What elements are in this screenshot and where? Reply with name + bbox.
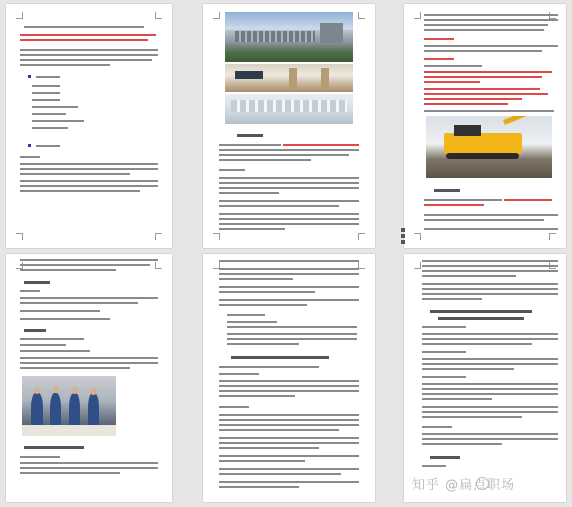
- machine-photo: [426, 116, 552, 178]
- text-line: [219, 228, 285, 230]
- text-line: [219, 200, 359, 202]
- section-heading: [24, 329, 46, 332]
- text-line: [424, 214, 558, 216]
- text-line-red: [424, 81, 480, 83]
- text-line-red: [424, 93, 548, 95]
- text-line: [422, 416, 522, 418]
- text-line: [20, 367, 130, 369]
- text-line: [219, 286, 359, 288]
- section-heading: [430, 456, 460, 459]
- bullet-icon: [28, 144, 31, 147]
- text-line: [20, 173, 130, 175]
- text-line: [422, 443, 502, 445]
- document-page-2: [203, 4, 375, 248]
- text-line: [219, 273, 359, 275]
- text-line: [422, 398, 492, 400]
- text-line-red: [424, 88, 540, 90]
- text-line: [36, 76, 60, 78]
- text-line: [20, 472, 120, 474]
- section-heading: [231, 356, 329, 359]
- crop-mark: [358, 233, 365, 240]
- section-heading: [434, 189, 460, 192]
- text-line: [422, 293, 558, 295]
- text-line: [219, 468, 359, 470]
- text-line: [422, 438, 558, 440]
- text-line: [219, 260, 359, 262]
- text-line: [219, 424, 359, 426]
- text-line: [422, 433, 558, 435]
- text-line: [424, 219, 544, 221]
- crop-mark: [155, 12, 162, 19]
- section-heading: [430, 310, 532, 313]
- text-line: [20, 344, 66, 346]
- text-line: [219, 442, 359, 444]
- text-line: [219, 455, 359, 457]
- text-line: [424, 65, 482, 67]
- crop-mark: [155, 262, 162, 269]
- section-heading: [24, 446, 84, 449]
- text-line: [20, 180, 158, 182]
- text-line: [20, 156, 40, 158]
- text-line: [219, 460, 305, 462]
- text-line: [32, 127, 68, 129]
- text-line: [219, 159, 311, 161]
- text-line: [227, 321, 277, 323]
- text-line: [424, 110, 554, 112]
- building-photo: [225, 12, 353, 62]
- text-line: [219, 373, 259, 375]
- text-line-red: [424, 58, 454, 60]
- text-line: [219, 218, 359, 220]
- text-line: [422, 465, 446, 467]
- text-line: [32, 85, 60, 87]
- crop-mark: [414, 233, 421, 240]
- toolbar-icon[interactable]: [401, 228, 405, 232]
- crop-mark: [16, 233, 23, 240]
- text-line: [20, 338, 84, 340]
- text-line: [422, 411, 558, 413]
- crop-mark: [549, 233, 556, 240]
- text-line: [32, 92, 60, 94]
- text-line: [20, 264, 150, 266]
- document-page-5: [203, 254, 375, 502]
- crop-mark: [358, 262, 365, 269]
- text-line-red: [424, 76, 542, 78]
- bullet-icon: [28, 75, 31, 78]
- text-line: [20, 297, 158, 299]
- text-line-red: [20, 39, 148, 41]
- text-line-red: [504, 199, 552, 201]
- text-line: [20, 467, 158, 469]
- text-line: [219, 268, 359, 270]
- text-line: [219, 205, 339, 207]
- text-line: [424, 45, 558, 47]
- text-line: [422, 393, 558, 395]
- crop-mark: [213, 233, 220, 240]
- document-page-6: [404, 254, 566, 502]
- text-line: [24, 26, 144, 28]
- text-line: [219, 437, 359, 439]
- text-line: [422, 358, 558, 360]
- office-photo: [225, 94, 353, 124]
- toolbar-icon[interactable]: [401, 234, 405, 238]
- text-line: [20, 49, 158, 51]
- text-line: [422, 343, 532, 345]
- text-line: [219, 406, 249, 408]
- text-line: [219, 291, 315, 293]
- text-line: [424, 29, 544, 31]
- text-line: [219, 177, 359, 179]
- text-line: [20, 362, 158, 364]
- text-line: [422, 406, 558, 408]
- text-line: [219, 447, 319, 449]
- text-line: [422, 260, 558, 262]
- section-heading: [237, 134, 263, 137]
- text-line: [424, 50, 542, 52]
- text-line-red: [424, 71, 552, 73]
- text-line: [219, 429, 339, 431]
- text-line: [227, 326, 357, 328]
- text-line: [20, 64, 110, 66]
- text-line: [36, 145, 60, 147]
- text-line: [227, 338, 357, 340]
- text-line: [422, 265, 558, 267]
- text-line: [422, 388, 558, 390]
- text-line: [422, 383, 558, 385]
- text-line: [422, 275, 516, 277]
- text-line: [424, 19, 558, 21]
- document-page-3: [404, 4, 566, 248]
- text-line: [32, 99, 60, 101]
- text-line: [422, 426, 452, 428]
- text-line: [227, 343, 299, 345]
- text-line: [227, 314, 265, 316]
- text-line: [20, 456, 60, 458]
- text-line-red: [424, 204, 484, 206]
- text-line: [219, 223, 359, 225]
- document-page-1: [6, 4, 172, 248]
- text-line: [20, 318, 110, 320]
- lobby-photo: [225, 64, 353, 92]
- text-line: [20, 290, 40, 292]
- text-line: [219, 390, 359, 392]
- text-line: [219, 192, 279, 194]
- crop-mark: [414, 262, 421, 269]
- text-line: [424, 228, 558, 230]
- text-line-red: [424, 38, 454, 40]
- text-line: [422, 288, 558, 290]
- text-line: [422, 283, 558, 285]
- text-line: [32, 120, 84, 122]
- text-line: [20, 163, 158, 165]
- watermark: 知乎 @扁点职场: [412, 478, 516, 493]
- text-line: [422, 298, 482, 300]
- text-line: [219, 169, 245, 171]
- text-line: [424, 199, 502, 201]
- text-line: [219, 395, 295, 397]
- text-line: [422, 333, 558, 335]
- text-line: [219, 299, 359, 301]
- crop-mark: [155, 233, 162, 240]
- crop-mark: [358, 12, 365, 19]
- text-line: [422, 376, 466, 378]
- text-line-red: [20, 34, 156, 36]
- text-line: [20, 350, 90, 352]
- text-line: [422, 368, 514, 370]
- text-line: [32, 113, 66, 115]
- text-line: [424, 24, 548, 26]
- text-line: [20, 54, 158, 56]
- text-line-red: [283, 144, 359, 146]
- text-line: [422, 351, 466, 353]
- text-line: [422, 326, 466, 328]
- text-line: [219, 419, 359, 421]
- text-line: [20, 462, 158, 464]
- text-line: [32, 106, 78, 108]
- text-line: [219, 149, 359, 151]
- text-line: [422, 270, 558, 272]
- text-line: [20, 59, 152, 61]
- text-line: [219, 366, 319, 368]
- text-line: [219, 481, 359, 483]
- text-line: [219, 154, 349, 156]
- text-line: [227, 333, 357, 335]
- document-page-4: [6, 254, 172, 502]
- text-line-red: [424, 98, 522, 100]
- text-line: [20, 357, 158, 359]
- text-line: [20, 190, 140, 192]
- text-line: [219, 278, 293, 280]
- text-line: [20, 302, 138, 304]
- text-line: [20, 259, 158, 261]
- text-line: [422, 363, 558, 365]
- text-line: [219, 385, 359, 387]
- text-line: [20, 310, 100, 312]
- text-line: [20, 269, 116, 271]
- text-line: [20, 168, 158, 170]
- text-line: [219, 213, 359, 215]
- crop-mark: [414, 12, 421, 19]
- toolbar-icon[interactable]: [401, 240, 405, 244]
- text-line: [422, 338, 558, 340]
- text-line: [219, 182, 359, 184]
- team-photo: [22, 376, 116, 436]
- crop-mark: [213, 12, 220, 19]
- text-line: [219, 414, 359, 416]
- crop-mark: [16, 12, 23, 19]
- text-line: [219, 144, 281, 146]
- section-heading: [24, 281, 50, 284]
- text-line-red: [424, 103, 508, 105]
- section-heading: [438, 317, 524, 320]
- text-line: [424, 14, 558, 16]
- text-line: [219, 486, 299, 488]
- page-tool-icons[interactable]: [401, 226, 405, 246]
- text-line: [20, 185, 158, 187]
- text-line: [219, 380, 359, 382]
- text-line: [219, 187, 359, 189]
- text-line: [219, 304, 307, 306]
- text-line: [219, 473, 341, 475]
